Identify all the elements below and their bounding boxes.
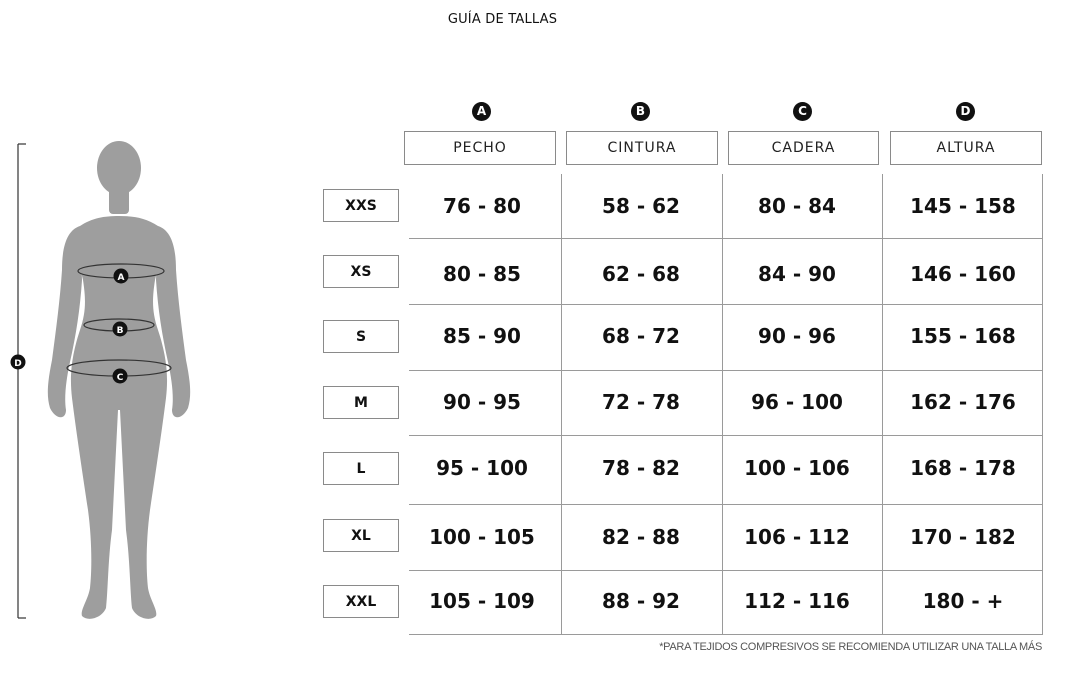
column-header-cintura: CINTURA xyxy=(566,131,718,165)
cadera-value: 112 - 116 xyxy=(744,589,850,613)
altura-value: 146 - 160 xyxy=(910,262,1016,286)
size-label: XXS xyxy=(323,189,399,222)
size-label: XXL xyxy=(323,585,399,618)
marker-c-icon xyxy=(113,369,128,384)
svg-text:D: D xyxy=(14,359,22,369)
column-badge-a-icon: A xyxy=(472,102,491,121)
column-badge-d-icon: D xyxy=(956,102,975,121)
cintura-value: 82 - 88 xyxy=(602,525,680,549)
altura-value: 155 - 168 xyxy=(910,324,1016,348)
height-bracket xyxy=(18,144,26,618)
altura-value: 162 - 176 xyxy=(910,390,1016,414)
svg-text:B: B xyxy=(116,326,124,336)
pecho-value: 76 - 80 xyxy=(443,194,521,218)
size-label: S xyxy=(323,320,399,353)
pecho-value: 85 - 90 xyxy=(443,324,521,348)
column-badge-b-icon: B xyxy=(631,102,650,121)
cintura-value: 72 - 78 xyxy=(602,390,680,414)
pecho-value: 100 - 105 xyxy=(429,525,535,549)
column-badge-c-icon: C xyxy=(793,102,812,121)
altura-value: 168 - 178 xyxy=(910,456,1016,480)
size-label: L xyxy=(323,452,399,485)
cadera-value: 80 - 84 xyxy=(758,194,836,218)
size-label: M xyxy=(323,386,399,419)
cintura-value: 78 - 82 xyxy=(602,456,680,480)
pecho-value: 105 - 109 xyxy=(429,589,535,613)
cintura-value: 68 - 72 xyxy=(602,324,680,348)
body-figure-illustration xyxy=(0,130,210,630)
svg-text:C: C xyxy=(116,373,124,383)
column-header-pecho: PECHO xyxy=(404,131,556,165)
cadera-value: 90 - 96 xyxy=(758,324,836,348)
cadera-value: 106 - 112 xyxy=(744,525,850,549)
altura-value: 180 - + xyxy=(922,589,1004,613)
pecho-value: 95 - 100 xyxy=(436,456,528,480)
cintura-value: 88 - 92 xyxy=(602,589,680,613)
footnote: *PARA TEJIDOS COMPRESIVOS SE RECOMIENDA UTILIZAR UNA TALLA MÁS xyxy=(659,641,1042,653)
size-label: XS xyxy=(323,255,399,288)
cadera-value: 100 - 106 xyxy=(744,456,850,480)
cintura-value: 62 - 68 xyxy=(602,262,680,286)
cadera-value: 96 - 100 xyxy=(751,390,843,414)
altura-value: 170 - 182 xyxy=(910,525,1016,549)
pecho-value: 80 - 85 xyxy=(443,262,521,286)
pecho-value: 90 - 95 xyxy=(443,390,521,414)
marker-a-icon xyxy=(114,269,129,284)
column-header-altura: ALTURA xyxy=(890,131,1042,165)
altura-value: 145 - 158 xyxy=(910,194,1016,218)
cadera-value: 84 - 90 xyxy=(758,262,836,286)
size-label: XL xyxy=(323,519,399,552)
marker-b-icon xyxy=(113,322,128,337)
column-header-cadera: CADERA xyxy=(728,131,879,165)
svg-text:A: A xyxy=(117,273,125,283)
page-title: GUÍA DE TALLAS xyxy=(447,12,558,27)
cintura-value: 58 - 62 xyxy=(602,194,680,218)
marker-d-icon xyxy=(11,355,26,370)
